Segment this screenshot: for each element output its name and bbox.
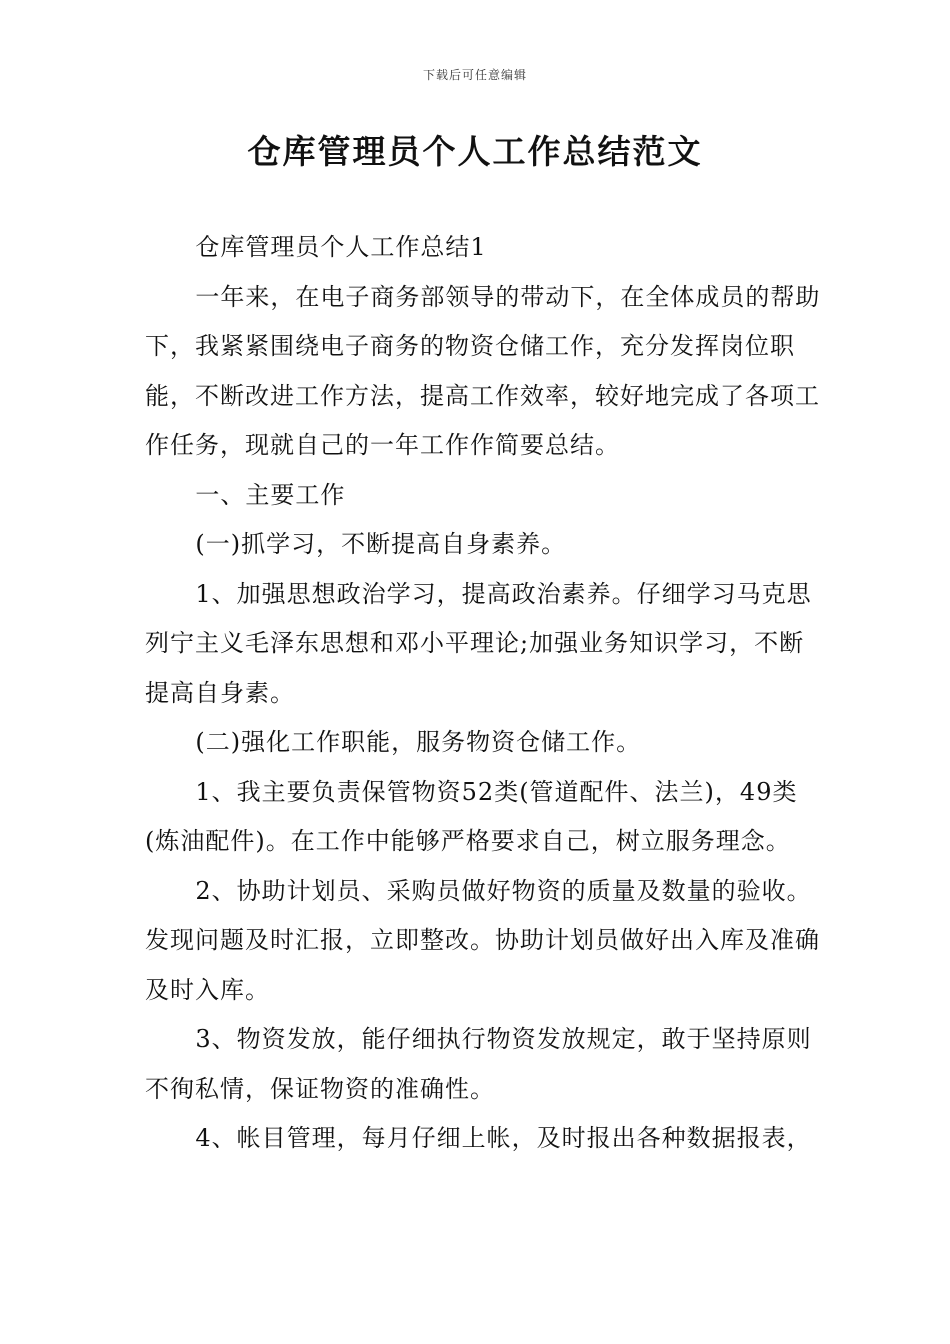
document-title: 仓库管理员个人工作总结范文 (247, 132, 703, 171)
paragraph-inspection: 2、协助计划员、采购员做好物资的质量及数量的验收。发现问题及时汇报，立即整改。协助计划员做好出入库及准确及时入库。 (145, 876, 820, 1004)
paragraph-material-custody: 1、我主要负责保管物资52类(管道配件、法兰)，49类(炼油配件)。在工作中能够严格要求自己，树立服务理念。 (145, 777, 798, 855)
paragraph-accounts: 4、帐目管理，每月仔细上帐，及时报出各种数据报表， (195, 1124, 812, 1152)
header-note: 下载后可任意编辑 (422, 68, 527, 82)
subheading-study: (一)抓学习，不断提高自身素养。 (195, 530, 567, 558)
section-heading-main-work: 一、主要工作 (195, 480, 346, 509)
document-body (145, 223, 825, 1164)
paragraph-intro: 一年来，在电子商务部领导的带动下，在全体成员的帮助下，我紧紧围绕电子商务的物资仓储工作，充分发挥岗位职能，不断改进工作方法，提高工作效率，较好地完成了各项工作任务，现就自己的一年工作作简要总结。 (145, 282, 821, 459)
section-heading-summary-1: 仓库管理员个人工作总结1 (195, 233, 487, 261)
subheading-work-function: (二)强化工作职能，服务物资仓储工作。 (195, 728, 642, 756)
paragraph-political-study: 1、加强思想政治学习，提高政治素养。仔细学习马克思列宁主义毛泽东思想和邓小平理论;加强业务知识学习，不断提高自身素。 (145, 579, 812, 707)
paragraph-distribution: 3、物资发放，能仔细执行物资发放规定，敢于坚持原则不徇私情，保证物资的准确性。 (145, 1025, 812, 1103)
